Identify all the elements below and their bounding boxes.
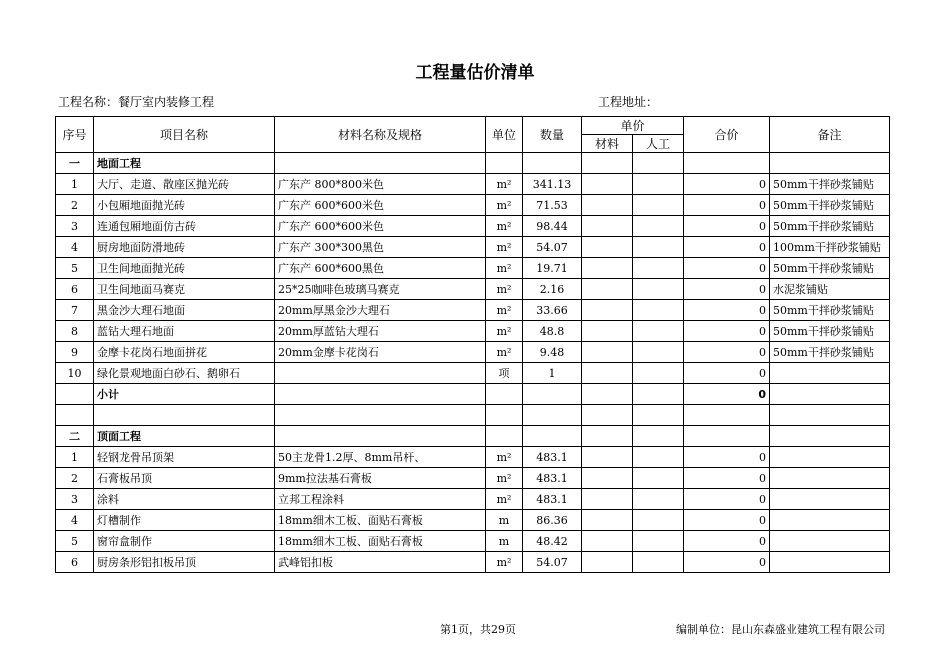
unit: m² [486,195,523,216]
labor-price [633,279,684,300]
total-price: 0 [684,489,770,510]
remark [770,447,890,468]
total-price: 0 [684,510,770,531]
unit: m² [486,300,523,321]
material-spec: 25*25咖啡色玻璃马赛克 [275,279,486,300]
total-price: 0 [684,237,770,258]
empty-cell [275,426,486,447]
section-name: 地面工程 [94,153,275,174]
material-spec: 20mm厚黑金沙大理石 [275,300,486,321]
empty-cell [582,405,633,426]
total-price: 0 [684,279,770,300]
row-number: 1 [56,447,94,468]
quantity: 483.1 [523,489,582,510]
empty-cell [633,153,684,174]
row-number: 10 [56,363,94,384]
material-price [582,363,633,384]
unit: m² [486,447,523,468]
quantity: 19.71 [523,258,582,279]
quantity: 98.44 [523,216,582,237]
labor-price [633,195,684,216]
empty-cell [633,384,684,405]
row-number: 8 [56,321,94,342]
material-spec: 20mm金摩卡花岗石 [275,342,486,363]
material-spec: 18mm细木工板、面贴石膏板 [275,510,486,531]
item-name: 涂料 [94,489,275,510]
empty-cell [56,405,94,426]
total-price: 0 [684,300,770,321]
remark: 50mm干拌砂浆铺贴 [770,195,890,216]
unit: m² [486,174,523,195]
row-number: 5 [56,258,94,279]
unit: m [486,510,523,531]
header-no: 序号 [56,117,94,153]
empty-cell [684,153,770,174]
page-title: 工程量估价清单 [415,63,535,83]
subtotal-value: 0 [684,384,770,405]
item-name: 黑金沙大理石地面 [94,300,275,321]
material-price [582,195,633,216]
empty-cell [486,153,523,174]
material-price [582,531,633,552]
quantity: 71.53 [523,195,582,216]
quantity: 483.1 [523,447,582,468]
item-name: 绿化景观地面白砂石、鹅卵石 [94,363,275,384]
header-material: 材料名称及规格 [275,117,486,153]
section-number: 二 [56,426,94,447]
labor-price [633,552,684,573]
quantity: 2.16 [523,279,582,300]
material-spec: 广东产 600*600黑色 [275,258,486,279]
remark [770,363,890,384]
item-name: 窗帘盒制作 [94,531,275,552]
labor-price [633,174,684,195]
total-price: 0 [684,531,770,552]
labor-price [633,321,684,342]
labor-price [633,237,684,258]
empty-cell [582,153,633,174]
header-remark: 备注 [770,117,890,153]
total-price: 0 [684,447,770,468]
empty-cell [684,405,770,426]
unit: m [486,531,523,552]
header-item: 项目名称 [94,117,275,153]
labor-price [633,258,684,279]
empty-cell [275,384,486,405]
empty-cell [486,426,523,447]
row-number: 7 [56,300,94,321]
item-name: 金摩卡花岗石地面拼花 [94,342,275,363]
header-total: 合价 [684,117,770,153]
remark [770,468,890,489]
remark [770,531,890,552]
section-row [56,426,890,447]
row-number: 3 [56,216,94,237]
labor-price [633,300,684,321]
unit: m² [486,342,523,363]
quantity: 483.1 [523,468,582,489]
quantity: 341.13 [523,174,582,195]
unit: m² [486,468,523,489]
subtotal-label: 小计 [94,384,275,405]
remark [770,510,890,531]
material-spec: 20mm厚蓝钻大理石 [275,321,486,342]
labor-price [633,489,684,510]
material-spec: 50主龙骨1.2厚、8mm吊杆、 [275,447,486,468]
row-number: 2 [56,468,94,489]
total-price: 0 [684,321,770,342]
empty-cell [582,384,633,405]
table-row [56,174,890,195]
item-name: 卫生间地面抛光砖 [94,258,275,279]
material-price [582,552,633,573]
compiler-unit: 编制单位：昆山东森盛业建筑工程有限公司 [676,623,885,636]
remark: 50mm干拌砂浆铺贴 [770,258,890,279]
table-row [56,258,890,279]
material-price [582,447,633,468]
remark: 100mm干拌砂浆铺贴 [770,237,890,258]
empty-cell [582,426,633,447]
total-price: 0 [684,468,770,489]
table-row [56,300,890,321]
empty-cell [770,153,890,174]
remark: 50mm干拌砂浆铺贴 [770,174,890,195]
empty-cell [275,153,486,174]
total-price: 0 [684,552,770,573]
material-spec [275,363,486,384]
table-body [56,153,890,573]
table-row [56,552,890,573]
table-row [56,468,890,489]
total-price: 0 [684,216,770,237]
material-price [582,216,633,237]
empty-cell [523,153,582,174]
header-unit-price: 单价 [582,117,684,135]
remark: 50mm干拌砂浆铺贴 [770,300,890,321]
empty-cell [523,384,582,405]
project-name [58,93,214,110]
labor-price [633,342,684,363]
table-row [56,279,890,300]
empty-cell [770,405,890,426]
quantity: 48.8 [523,321,582,342]
table-row [56,321,890,342]
quantity: 1 [523,363,582,384]
row-number: 6 [56,552,94,573]
row-number: 4 [56,510,94,531]
material-price [582,237,633,258]
unit: m² [486,258,523,279]
page-number: 第1页，共29页 [440,623,516,636]
item-name: 轻钢龙骨吊顶架 [94,447,275,468]
item-name: 灯槽制作 [94,510,275,531]
row-number: 6 [56,279,94,300]
empty-cell [486,384,523,405]
material-price [582,174,633,195]
remark [770,552,890,573]
item-name: 厨房地面防滑地砖 [94,237,275,258]
table-row [56,195,890,216]
material-spec: 18mm细木工板、面贴石膏板 [275,531,486,552]
header-material-price: 材料 [582,135,633,153]
remark [770,489,890,510]
material-spec: 武峰铝扣板 [275,552,486,573]
subtotal-row [56,384,890,405]
section-name: 顶面工程 [94,426,275,447]
labor-price [633,510,684,531]
labor-price [633,531,684,552]
remark: 50mm干拌砂浆铺贴 [770,321,890,342]
labor-price [633,447,684,468]
total-price: 0 [684,363,770,384]
material-price [582,342,633,363]
table-row [56,510,890,531]
material-spec: 广东产 600*600米色 [275,216,486,237]
quantity: 33.66 [523,300,582,321]
section-row [56,153,890,174]
item-name: 大厅、走道、散座区抛光砖 [94,174,275,195]
empty-cell [633,405,684,426]
labor-price [633,216,684,237]
quantity: 48.42 [523,531,582,552]
material-spec: 广东产 600*600米色 [275,195,486,216]
row-number: 5 [56,531,94,552]
table-row [56,489,890,510]
empty-cell [770,426,890,447]
material-price [582,258,633,279]
row-number: 9 [56,342,94,363]
header-qty: 数量 [523,117,582,153]
row-number: 1 [56,174,94,195]
row-number: 4 [56,237,94,258]
quantity: 86.36 [523,510,582,531]
material-price [582,510,633,531]
unit: m² [486,489,523,510]
quantity: 54.07 [523,552,582,573]
project-address-label: 工程地址： [598,95,659,109]
table-row [56,363,890,384]
header-unit: 单位 [486,117,523,153]
empty-cell [770,384,890,405]
remark: 水泥浆铺贴 [770,279,890,300]
material-price [582,489,633,510]
item-name: 卫生间地面马赛克 [94,279,275,300]
item-name: 小包厢地面抛光砖 [94,195,275,216]
item-name: 蓝钻大理石地面 [94,321,275,342]
section-number: 一 [56,153,94,174]
empty-cell [684,426,770,447]
item-name: 石膏板吊顶 [94,468,275,489]
empty-cell [275,405,486,426]
material-spec: 9mm拉法基石膏板 [275,468,486,489]
table-row [56,447,890,468]
material-price [582,468,633,489]
remark: 50mm干拌砂浆铺贴 [770,342,890,363]
labor-price [633,363,684,384]
row-number: 3 [56,489,94,510]
empty-cell [94,405,275,426]
table-row [56,216,890,237]
item-name: 厨房条形铝扣板吊顶 [94,552,275,573]
header-labor-price: 人工 [633,135,684,153]
total-price: 0 [684,174,770,195]
total-price: 0 [684,342,770,363]
empty-cell [56,384,94,405]
table-row [56,237,890,258]
item-name: 连通包厢地面仿古砖 [94,216,275,237]
empty-cell [486,405,523,426]
empty-cell [523,426,582,447]
project-name-value: 餐厅室内装修工程 [118,95,215,109]
material-price [582,321,633,342]
empty-cell [523,405,582,426]
total-price: 0 [684,258,770,279]
remark: 50mm干拌砂浆铺贴 [770,216,890,237]
material-spec: 广东产 300*300黑色 [275,237,486,258]
unit: m² [486,321,523,342]
table-row [56,342,890,363]
material-price [582,279,633,300]
material-spec: 广东产 800*800米色 [275,174,486,195]
unit: m² [486,237,523,258]
unit: m² [486,552,523,573]
material-spec: 立邦工程涂料 [275,489,486,510]
table-row [56,531,890,552]
unit: 项 [486,363,523,384]
quantity: 54.07 [523,237,582,258]
unit: m² [486,216,523,237]
row-number: 2 [56,195,94,216]
labor-price [633,468,684,489]
total-price: 0 [684,195,770,216]
material-price [582,300,633,321]
quantity: 9.48 [523,342,582,363]
estimate-table [55,116,890,573]
blank-row [56,405,890,426]
project-name-label: 工程名称： [58,95,119,109]
empty-cell [633,426,684,447]
unit: m² [486,279,523,300]
